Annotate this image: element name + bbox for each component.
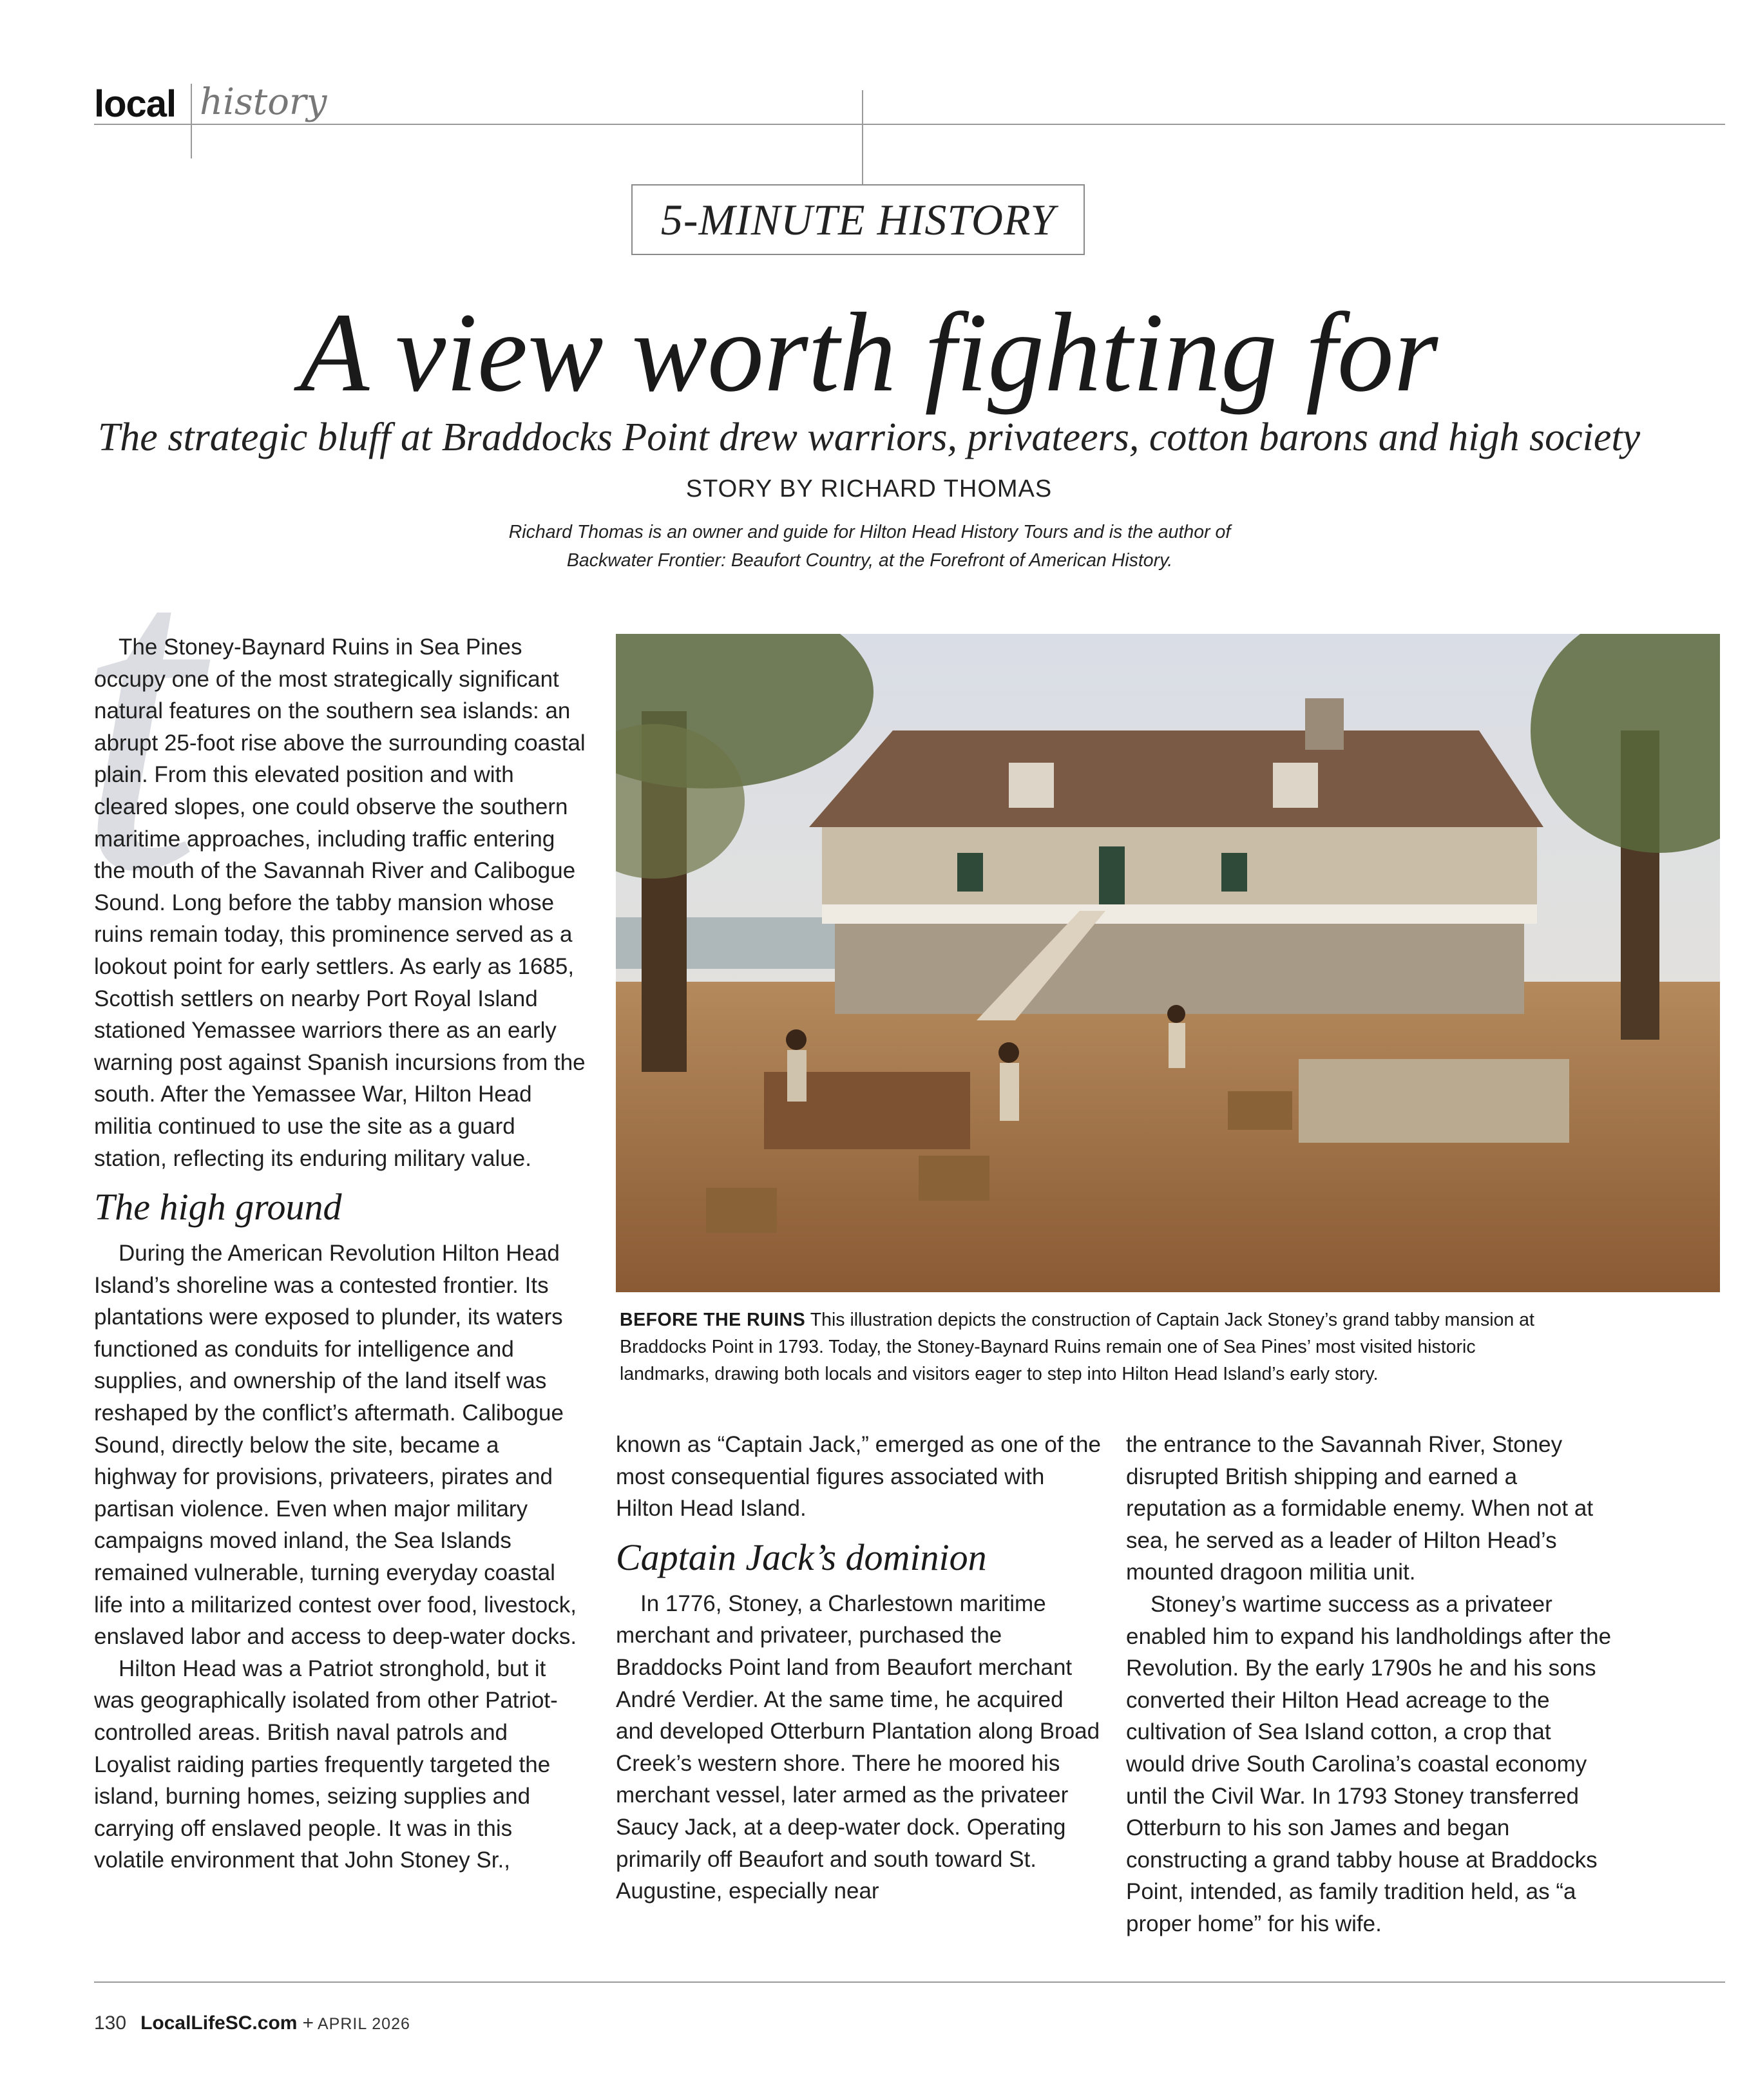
article-column-3 [1126, 1429, 1616, 1940]
byline: STORY BY RICHARD THOMAS [685, 475, 1053, 502]
paragraph: known as “Captain Jack,” emerged as one of the most consequential figures associated with Hilton Head Island. [616, 1432, 1101, 1522]
article-column-2 [616, 1429, 1105, 1907]
paragraph: Stoney’s wartime success as a privateer enabled him to expand his landholdings after the Revolution. By the early 1790s he and his sons converted their Hilton Head acreage to the cultivation of Sea Island cotton, a crop that would drive South Carolina’s coastal economy until the Civil War. In 1793 Stoney transferred Otterburn to his son James and began constructing a grand tabby house at Braddocks Point, intended, as family tradition held, as “a proper home” for his wife. [1126, 1591, 1612, 1936]
footer-rule [94, 1981, 1725, 1983]
subhead: The high ground [94, 1186, 342, 1228]
dek: The strategic bluff at Braddocks Point drew warriors, privateers, cotton barons and high society [97, 415, 1641, 459]
page-footer [94, 2012, 410, 2034]
drop-cap: t [76, 465, 202, 964]
image-caption [620, 1306, 1547, 1388]
author-bio [412, 518, 1327, 575]
section-logo: local [94, 83, 177, 125]
subsection-label: history [200, 81, 327, 123]
author-bio-line: Backwater Frontier: Beaufort Country, at the Forefront of American History. [566, 550, 1173, 571]
caption-lead: BEFORE THE RUINS [620, 1310, 806, 1330]
header-rule [94, 124, 1725, 125]
site-link[interactable]: LocalLifeSC.com [140, 2012, 298, 2034]
subhead: Captain Jack’s dominion [616, 1536, 987, 1578]
center-rule [862, 90, 863, 184]
headline: A view worth fighting for [300, 290, 1438, 415]
brand-divider [191, 84, 192, 158]
paragraph: During the American Revolution Hilton Head Island’s shoreline was a contested frontier. Its plantations were exposed to plunder, its waters functioned as conduits for intelligence and supplies, and ownership of the land itself was reshaped by the conflict’s aftermath. Calibogue Sound, directly below the site, became a highway for provisions, privateers, pirates and partisan violence. Even when major military campaigns moved inland, the Sea Islands remained vulnerable, turning everyday coastal life into a militarized contest over food, livestock, enslaved labor and access to deep-water docks. [94, 1241, 577, 1650]
page-number: 130 [94, 2012, 127, 2034]
paragraph: In 1776, Stoney, a Charlestown maritime merchant and privateer, purchased the Braddocks Point land from Beaufort merchant André Verdier. At the same time, he acquired and developed Otterburn Plantation along Broad Creek’s western shore. There he moored his merchant vessel, later armed as the privateer Saucy Jack, at a deep-water dock. Operating primarily off Beaufort and south toward St. Augustine, especially near [616, 1590, 1100, 1904]
footer-separator: + [302, 2012, 314, 2034]
illustration [616, 634, 1720, 1292]
paragraph: Hilton Head was a Patriot stronghold, but it was geographically isolated from other Patriot-controlled areas. British naval patrols and Loyalist raiding parties frequently targeted the island, burning homes, seizing supplies and carrying off enslaved people. It was in this volatile environment that John Stoney Sr., [94, 1656, 558, 1873]
issue-date: APRIL 2026 [317, 2015, 410, 2033]
paragraph: the entrance to the Savannah River, Stoney disrupted British shipping and earned a reputation as a formidable enemy. When not at sea, he served as a leader of Hilton Head’s mounted dragoon militia unit. [1126, 1432, 1594, 1585]
kicker: 5-MINUTE HISTORY [631, 184, 1085, 255]
article-column-1 [94, 631, 586, 1876]
paragraph: The Stoney-Baynard Ruins in Sea Pines occupy one of the most strategically significant natural features on the southern sea islands: an abrupt 25-foot rise above the surrounding coastal plain. From this elevated position and with cleared slopes, one could observe the southern maritime approaches, including traffic entering the mouth of the Savannah River and Calibogue Sound. Long before the tabby mansion whose ruins remain today, this prominence served as a lookout point for early settlers. As early as 1685, Scottish settlers on nearby Port Royal Island stationed Yemassee warriors there as an early warning post against Spanish incursions from the south. After the Yemassee War, Hilton Head militia continued to use the site as a guard station, reflecting its enduring military value. [94, 635, 586, 1171]
caption-text: This illustration depicts the construction of Captain Jack Stoney’s grand tabby mansion at Braddocks Point in 1793. Today, the Stoney-Baynard Ruins remain one of Sea Pines’ most visited historic landmarks, drawing both locals and visitors eager to step into Hilton Head Island’s early story. [620, 1310, 1534, 1384]
author-bio-line: Richard Thomas is an owner and guide for Hilton Head History Tours and is the author of [508, 522, 1231, 542]
